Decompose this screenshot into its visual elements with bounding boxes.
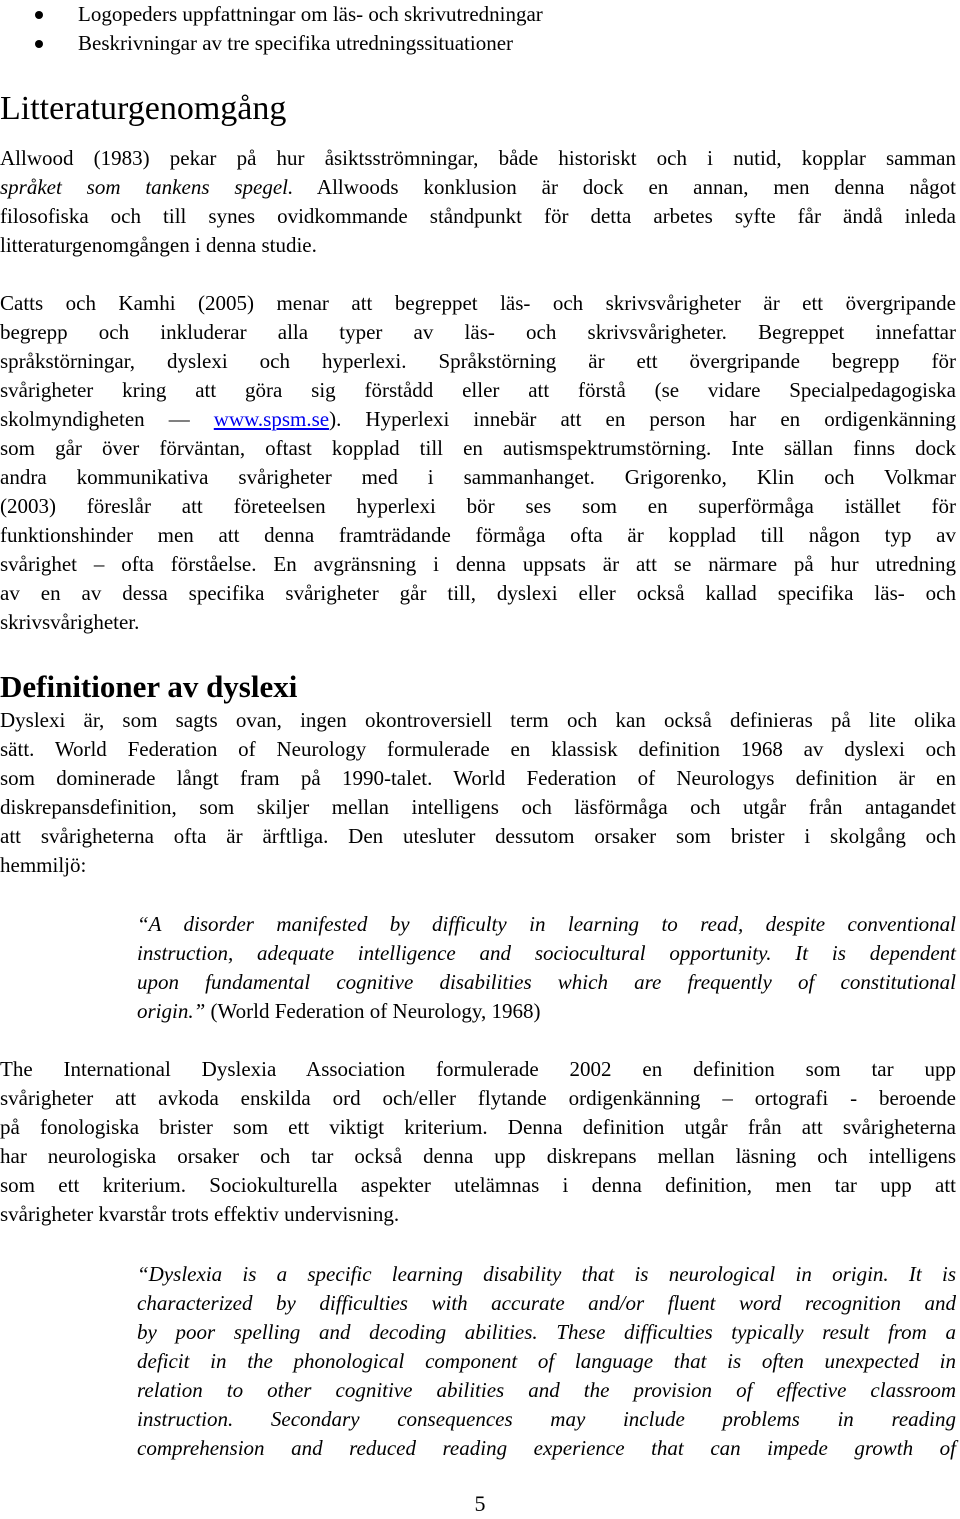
quote-line: instruction, adequate intelligence and sociocultural opportunity. It is dependent [137,941,956,965]
paragraph-line: andra kommunikativa svårigheter med i sammanhanget. Grigorenko, Klin och Volkmar [0,465,956,489]
paragraph-line: språkstörningar, dyslexi och hyperlexi. Språkstörning är ett övergripande begrepp för [0,349,956,373]
paragraph-line [0,173,956,202]
paragraph-line: som dominerade långt fram på 1990-talet. World Federation of Neurologys definition är en [0,766,956,790]
page-number: 5 [474,1491,486,1516]
italic-phrase: språket som tankens spegel. [0,175,294,199]
spsm-link[interactable]: www.spsm.se [213,407,330,431]
quote-line: relation to other cognitive abilities and the provision of effective classroom [137,1378,956,1402]
paragraph-line: av en av dessa specifika svårigheter går till, dyslexi eller också kallad specifika läs- och [0,581,956,605]
paragraph-line: Dyslexi är, som sagts ovan, ingen okontroversiell term och kan också definieras på lite olika [0,708,956,732]
paragraph-line: hemmiljö: [0,853,87,877]
bullet-icon [35,40,43,48]
paragraph-line: diskrepansdefinition, som skiljer mellan intelligens och läsförmåga och utgår från antagandet [0,795,956,819]
paragraph-line: begrepp och inkluderar alla typer av läs- och skrivsvårigheter. Begreppet innefattar [0,320,956,344]
paragraph-line: sätt. World Federation of Neurology formulerade en klassisk definition 1968 av dyslexi och [0,737,956,761]
text-run: ). Hyperlexi innebär att en person har en ordigenkänning [329,407,956,431]
bullet-text: Logopeders uppfattningar om läs- och skrivutredningar [78,2,543,26]
quote-end: origin.” [137,999,206,1023]
quote-line: “A disorder manifested by difficulty in learning to read, despite conventional [137,912,956,936]
paragraph-line: filosofiska och till synes ovidkommande ståndpunkt för detta arbetes syfte får ändå inleda [0,204,956,228]
quote-line: comprehension and reduced reading experience that can impede growth of [137,1436,956,1460]
paragraph-line: Allwood (1983) pekar på hur åsiktsströmningar, både historiskt och i nutid, kopplar samman [0,146,956,170]
paragraph-line: The International Dyslexia Association formulerade 2002 en definition som tar upp [0,1057,956,1081]
quote-line: characterized by difficulties with accurate and/or fluent word recognition and [137,1291,956,1315]
paragraph-line: att svårigheterna ofta är ärftliga. Den utesluter dessutom orsaker som brister i skolgång och [0,824,956,848]
paragraph-line: skolmyndigheten — www.spsm.se). Hyperlexi innebär att en person har en ordigenkänning [0,407,956,431]
paragraph-line: Catts och Kamhi (2005) menar att begreppet läs- och skrivsvårigheter är ett övergripande [0,291,956,315]
quote-line: “Dyslexia is a specific learning disability that is neurological in origin. It is [137,1262,956,1286]
paragraph-line: litteraturgenomgången i denna studie. [0,233,317,257]
paragraph-line: skrivsvårigheter. [0,610,140,634]
paragraph-line: funktionshinder men att denna framträdande förmåga ofta är kopplad till någon typ av [0,523,956,547]
quote-line: deficit in the phonological component of language that is often unexpected in [137,1349,956,1373]
paragraph-line: svårighet – ofta förståelse. En avgränsning i denna uppsats är att se närmare på hur utredning [0,552,956,576]
paragraph-line: svårigheter kvarstår trots effektiv undervisning. [0,1202,400,1226]
bullet-icon [35,11,43,19]
paragraph-line: svårigheter att avkoda enskilda ord och/eller flytande ordigenkänning – ortografi - beroende [0,1086,956,1110]
paragraph-line: (2003) föreslår att företeelsen hyperlexi bör ses som en superförmåga istället för [0,494,956,518]
paragraph-line: svårigheter kring att göra sig förstådd eller att förstå (se vidare Specialpedagogiska [0,378,956,402]
quote-line: instruction. Secondary consequences may include problems in reading [137,1407,956,1431]
paragraph-line: som går över förväntan, oftast kopplad till en autismspektrumstörning. Inte sällan finns dock [0,436,956,460]
quote-source: (World Federation of Neurology, 1968) [205,999,541,1023]
bullet-text: Beskrivningar av tre specifika utredningssituationer [78,31,514,55]
quote-line: by poor spelling and decoding abilities. These difficulties typically result from a [137,1320,956,1344]
paragraph-line: har neurologiska orsaker och tar också denna upp diskrepans mellan läsning och intelligens [0,1144,956,1168]
quote-line [137,997,956,1026]
section-heading-litteraturgenomgang: Litteraturgenomgång [0,90,287,127]
paragraph-line: som ett kriterium. Sociokulturella aspekter utelämnas i denna definition, men tar upp att [0,1173,956,1197]
text-run: skolmyndigheten [0,407,169,431]
quote-line: upon fundamental cognitive disabilities which are frequently of constitutional [137,970,956,994]
section-heading-definitioner: Definitioner av dyslexi [0,669,298,704]
paragraph-line: på fonologiska brister som ett viktigt kriterium. Denna definition utgår från att svårigheterna [0,1115,956,1139]
text-run: Allwoods konklusion är dock en annan, men denna något [293,175,956,199]
